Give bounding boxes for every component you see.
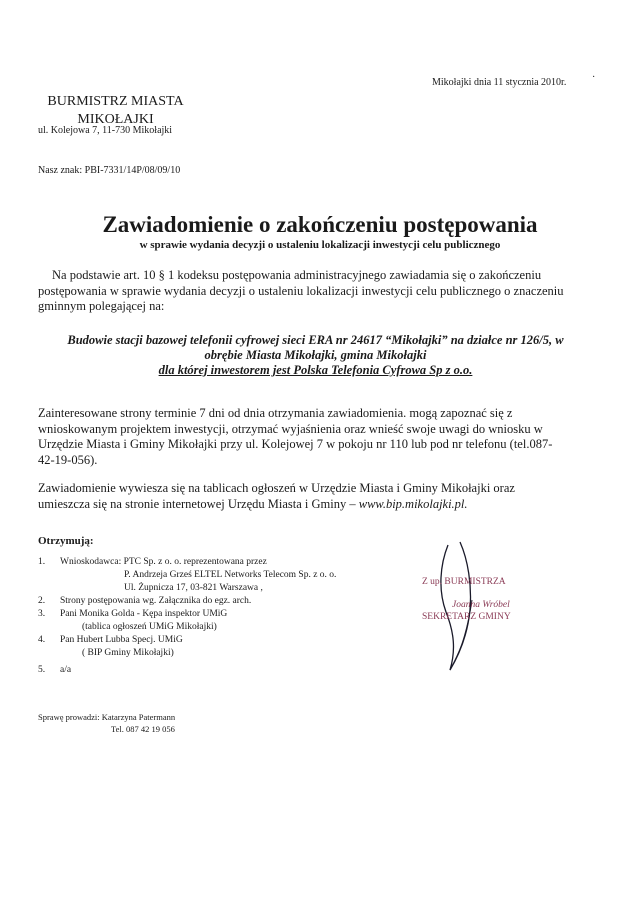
- recipients-list: [38, 556, 336, 677]
- project-investor-line: dla której inwestorem jest Polska Telefonia Cyfrowa Sp z o.o.: [158, 363, 473, 377]
- notice-paragraph: [38, 406, 598, 468]
- item-text: Pani Monika Golda - Kępa inspektor UMiG: [60, 609, 228, 619]
- item-number: 4.: [38, 635, 46, 645]
- stray-mark: ·: [592, 72, 596, 83]
- item-text: P. Andrzeja Grześ ELTEL Networks Telecom Sp. z o. o.: [124, 570, 337, 580]
- item-number: 2.: [38, 596, 46, 606]
- item-text: (tablica ogłoszeń UMiG Mikołajki): [82, 622, 217, 632]
- item-number: 5.: [38, 665, 46, 675]
- item-text: Wnioskodawca: PTC Sp. z o. o. reprezentowana przez: [60, 557, 267, 567]
- intro-line: postępowania w sprawie wydania decyzji o ustaleniu lokalizacji inwestycji celu publicznego o znaczeniu: [38, 283, 564, 298]
- project-description: [38, 333, 593, 378]
- document-subtitle: w sprawie wydania decyzji o ustaleniu lokalizacji inwestycji celu publicznego: [139, 239, 501, 251]
- bip-link[interactable]: www.bip.mikolajki.pl.: [358, 496, 468, 511]
- item-number: 3.: [38, 609, 46, 619]
- item-text: Ul. Żupnicza 17, 03-821 Warszawa ,: [124, 583, 263, 593]
- stamp-line3: SEKRETARZ GMINY: [422, 612, 511, 622]
- item-number: 1.: [38, 557, 46, 567]
- publication-line: Zawiadomienie wywiesza się na tablicach ogłoszeń w Urzędzie Miasta i Gminy Mikołajki oraz: [38, 481, 515, 495]
- recipients-heading: Otrzymują:: [38, 535, 94, 547]
- intro-line: Na podstawie art. 10 § 1 kodeksu postępowania administracyjnego zawiadamia się o zakończeniu: [52, 268, 542, 282]
- list-item: [38, 608, 336, 621]
- official-stamp-signature: [410, 540, 560, 685]
- stamp-line2: Joanna Wróbel: [452, 600, 510, 610]
- office-name-line1: BURMISTRZ MIASTA: [47, 94, 184, 109]
- reference-number: Nasz znak: PBI-7331/14P/08/09/10: [38, 165, 181, 176]
- list-item: [38, 556, 336, 569]
- document-date: Mikołajki dnia 11 stycznia 2010r.: [432, 77, 567, 88]
- notice-line: 42-19-056).: [38, 452, 98, 467]
- intro-line: gminnym polegającej na:: [38, 299, 165, 313]
- publication-text: umieszcza się na stronie internetowej Urzędu Miasta i Gminy –: [38, 496, 359, 511]
- notice-line: Urzędzie Miasta i Gminy Mikołajki przy ul. Kolejowej 7 w pokoju nr 110 lub pod nr telefonu (tel.087-: [38, 437, 553, 451]
- stamp-line1: Z up. BURMISTRZA: [422, 577, 506, 587]
- signature-graphic: [410, 540, 560, 680]
- item-text: Strony postępowania wg. Załącznika do egz. arch.: [60, 596, 252, 606]
- prepared-by-name: Sprawę prowadzi: Katarzyna Patermann: [38, 712, 176, 722]
- prepared-by: [38, 711, 175, 735]
- notice-line: wnioskowanym projektem inwestycji, otrzymać wyjaśnienia oraz wnieść swoje uwagi do wniosku w: [38, 421, 543, 436]
- document-title: Zawiadomienie o zakończeniu postępowania: [102, 212, 538, 237]
- prepared-by-phone: Tel. 087 42 19 056: [111, 724, 175, 734]
- notice-line: Zainteresowane strony terminie 7 dni od dnia otrzymania zawiadomienia. mogą zapoznać się z: [38, 406, 513, 420]
- office-address: ul. Kolejowa 7, 11-730 Mikołajki: [38, 125, 173, 136]
- item-text: Pan Hubert Lubba Specj. UMiG: [60, 635, 183, 645]
- project-line: obrębie Miasta Mikołajki, gmina Mikołajki: [204, 348, 427, 362]
- item-text: ( BIP Gminy Mikołajki): [82, 648, 174, 658]
- publication-paragraph: [38, 481, 598, 512]
- list-item: [38, 634, 336, 647]
- list-item: [38, 664, 336, 677]
- intro-paragraph: [38, 268, 593, 315]
- publication-line: [38, 497, 598, 513]
- project-line: Budowie stacji bazowej telefonii cyfrowej sieci ERA nr 24617 “Mikołajki” na działce nr 126/5, w: [67, 333, 564, 347]
- office-name: [38, 93, 193, 129]
- list-item: [38, 595, 336, 608]
- office-name-line2: MIKOŁAJKI: [77, 112, 154, 127]
- item-text: a/a: [60, 665, 72, 675]
